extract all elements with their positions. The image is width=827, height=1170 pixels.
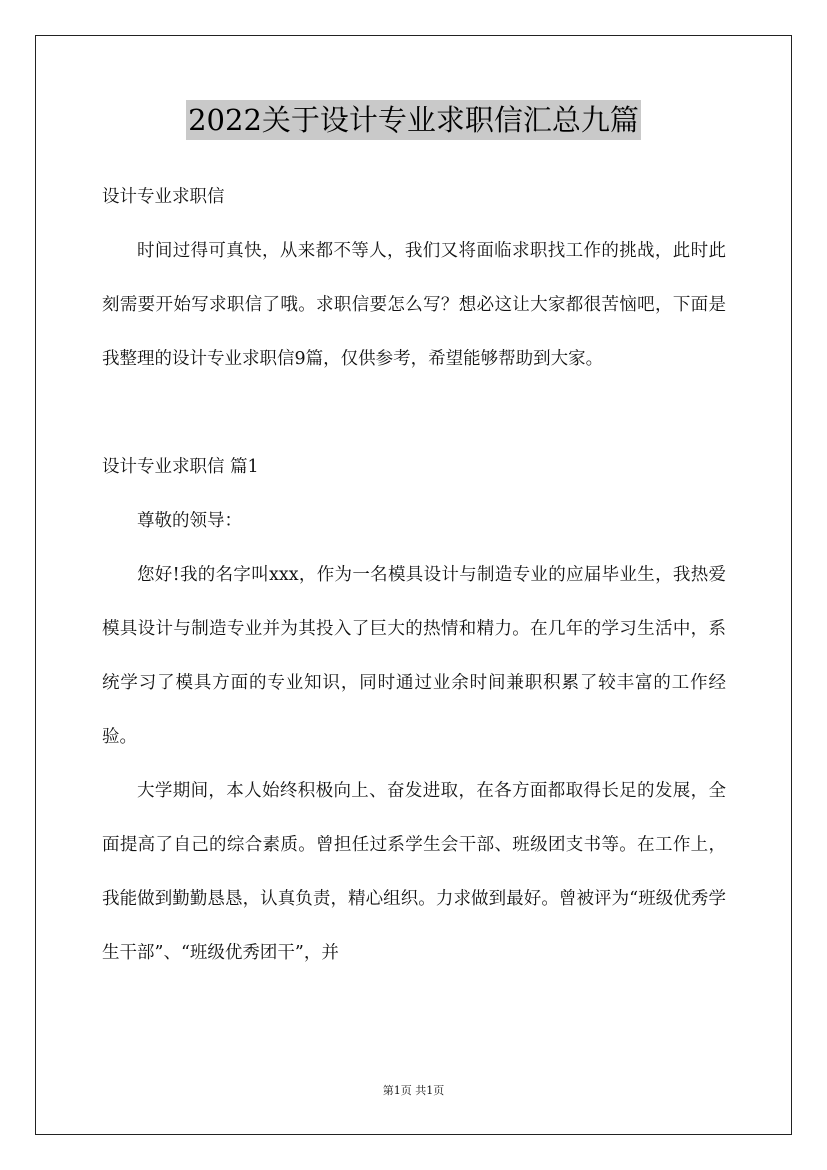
intro-paragraph: 时间过得可真快，从来都不等人，我们又将面临求职找工作的挑战，此时此刻需要开始写求职信了哦。求职信要怎么写？想必这让大家都很苦恼吧，下面是我整理的设计专业求职信9篇，仅供参考，希望能够帮助到大家。 [102, 241, 726, 369]
body-paragraph: 您好!我的名字叫xxx，作为一名模具设计与制造专业的应届毕业生，我热爱模具设计与制造专业并为其投入了巨大的热情和精力。在几年的学习生活中，系统学习了模具方面的专业知识，同时通过业余时间兼职积累了较丰富的工作经验。 [102, 565, 726, 747]
document-body [102, 170, 726, 980]
section-spacer [102, 386, 726, 440]
intro-heading: 设计专业求职信 [102, 187, 225, 207]
page-number-label: 第1页 共1页 [382, 1084, 445, 1097]
section-heading: 设计专业求职信 篇1 [102, 457, 259, 477]
page-footer [0, 1083, 827, 1099]
body-paragraph: 大学期间，本人始终积极向上、奋发进取，在各方面都取得长足的发展，全面提高了自己的综合素质。曾担任过系学生会干部、班级团支书等。在工作上，我能做到勤勤恳恳，认真负责，精心组织。力求做到最好。曾被评为“班级优秀学生干部”、“班级优秀团干”，并 [102, 781, 726, 963]
salutation: 尊敬的领导： [137, 511, 242, 531]
title-container [0, 100, 827, 140]
document-title: 2022关于设计专业求职信汇总九篇 [186, 100, 641, 140]
